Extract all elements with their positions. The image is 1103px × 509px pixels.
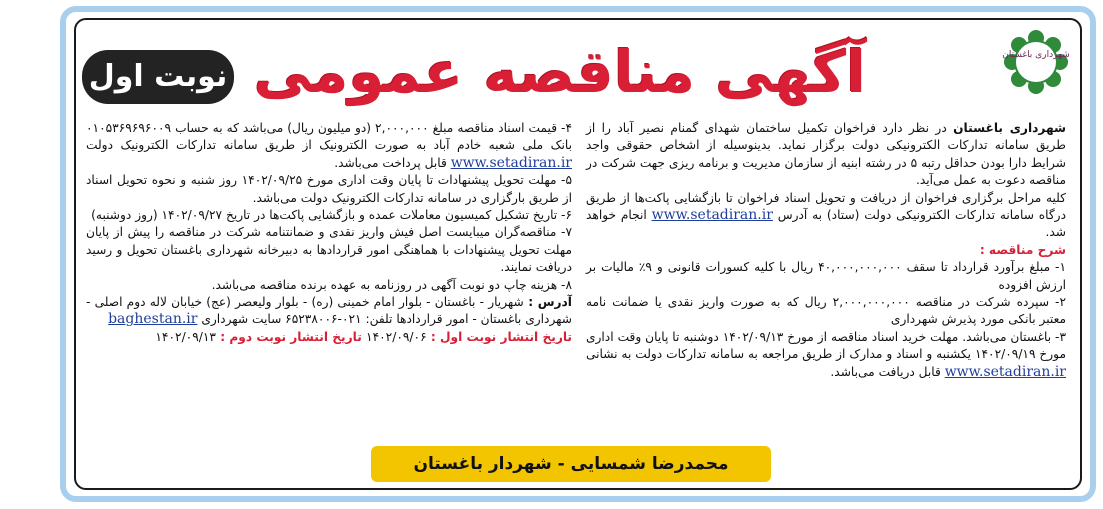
- date1-label: تاریخ انتشار نوبت اول :: [426, 329, 572, 344]
- address-text: شهریار - باغستان - بلوار امام خمینی (ره) - بلوار ولیعصر (عج) خیابان لاله دوم اصلی - شهرداری باغستان - امور قراردادها تلفن: ۰۲۱-۶۵۲۳۸۰۰۶ سایت شهرداری: [86, 295, 572, 327]
- item4-text: ۴- قیمت اسناد مناقصه مبلغ ۲,۰۰۰,۰۰۰ (دو میلیون ریال) می‌باشد که به حساب ۰۱۰۵۳۶۹۶۹۶۰۰۹ بانک ملی شعبه خادم آباد به صورت الکترونیک از طریق سامانه تدارکات الکترونیک دولت: [86, 121, 572, 153]
- item4-tail: قابل پرداخت می‌باشد.: [334, 155, 451, 170]
- tender-item-4: [86, 120, 572, 172]
- process-paragraph: [586, 190, 1066, 242]
- tender-item-6: ۶- تاریخ تشکیل کمیسیون معاملات عمده و بازگشایی پاکت‌ها در تاریخ ۱۴۰۲/۰۹/۲۷ (روز دوشنبه): [91, 208, 572, 223]
- signature-banner: محمدرضا شمسایی - شهردار باغستان: [371, 446, 771, 482]
- baghestan-link[interactable]: baghestan.ir: [108, 311, 198, 328]
- edition-badge: نوبت اول: [82, 50, 234, 104]
- intro-paragraph: [586, 120, 1066, 190]
- tender-item-1: ۱- مبلغ برآورد قرارداد تا سقف ۴۰,۰۰۰,۰۰۰,۰۰۰ ریال با کلیه کسورات قانونی و ۹٪ مالیات بر ارزش افزوده: [586, 260, 1066, 292]
- ad-panel: [74, 18, 1082, 490]
- intro-text: در نظر دارد فراخوان تکمیل ساختمان شهدای گمنام نصیر آباد را از طریق سامانه تدارکات الکترونیکی دولت برگزار نماید. بدینوسیله از اشخاص حقوقی واجد شرایط دارا بودن حداقل رتبه ۵ در رشته ابنیه از سازمان مدیریت و برنامه ریزی جهت شرکت در مناقصه دعوت به عمل می‌آید.: [586, 121, 1066, 188]
- left-column: [86, 120, 572, 346]
- date1-value: ۱۴۰۲/۰۹/۰۶: [366, 329, 427, 344]
- process-text: کلیه مراحل برگزاری فراخوان از دریافت و تحویل اسناد فراخوان تا بازگشایی پاکت‌ها از طریق درگاه سامانه تدارکات الکترونیکی دولت (ستاد) به آدرس: [586, 190, 1066, 223]
- publish-dates: [86, 329, 572, 346]
- date2-value: ۱۴۰۲/۰۹/۱۳: [155, 329, 216, 344]
- tender-item-8: ۸- هزینه چاپ دو نوبت آگهی در روزنامه به عهده برنده مناقصه می‌باشد.: [211, 277, 572, 292]
- tender-item-3: [586, 329, 1066, 381]
- right-column: [586, 120, 1066, 381]
- org-name: شهرداری باغستان: [953, 121, 1066, 135]
- address: [86, 294, 572, 329]
- setadiran-link[interactable]: www.setadiran.ir: [651, 207, 773, 224]
- setadiran-link[interactable]: www.setadiran.ir: [450, 154, 572, 171]
- item3-text: ۳- باغستان می‌باشد. مهلت خرید اسناد مناقصه از مورخ ۱۴۰۲/۰۹/۱۳ دوشنبه تا پایان وقت اداری مورخ ۱۴۰۲/۰۹/۱۹ یکشنبه و اسناد و مدارک از طریق مراجعه به سامانه تدارکات دولت به نشانی: [586, 329, 1066, 362]
- tender-item-5: ۵- مهلت تحویل پیشنهادات تا پایان وقت اداری مورخ ۱۴۰۲/۰۹/۲۵ روز شنبه و نحوه تحویل اسناد از طریق بارگزاری در سامانه تدارکات الکترونیک دولت می‌باشد.: [86, 173, 572, 205]
- page-title: آگهی مناقصه عمومی: [253, 38, 866, 106]
- process-tail: انجام خواهد شد.: [586, 208, 1066, 240]
- section-title: شرح مناقصه :: [979, 242, 1066, 257]
- logo-text: شهرداری باغستان: [1002, 50, 1070, 60]
- tender-item-2: ۲- سپرده شرکت در مناقصه ۲,۰۰۰,۰۰۰,۰۰۰ ریال که به صورت واریز نقدی یا ضمانت نامه معتبر بانکی مورد پذیرش شهرداری: [586, 295, 1066, 327]
- address-label: آدرس :: [523, 295, 572, 310]
- setadiran-link[interactable]: www.setadiran.ir: [944, 363, 1066, 380]
- date2-label: تاریخ انتشار نوبت دوم :: [215, 329, 367, 344]
- municipality-logo-icon: [1000, 26, 1072, 98]
- item3-tail: قابل دریافت می‌باشد.: [830, 364, 945, 379]
- tender-item-7: ۷- مناقصه‌گران میبایست اصل فیش واریز نقدی و ضمانتنامه شرکت در مناقصه را پیش از پایان مهلت تحویل پیشنهادات با هماهنگی امور قراردادها به دبیرخانه شهرداری باغستان تحویل و رسید دریافت نمایند.: [86, 225, 572, 275]
